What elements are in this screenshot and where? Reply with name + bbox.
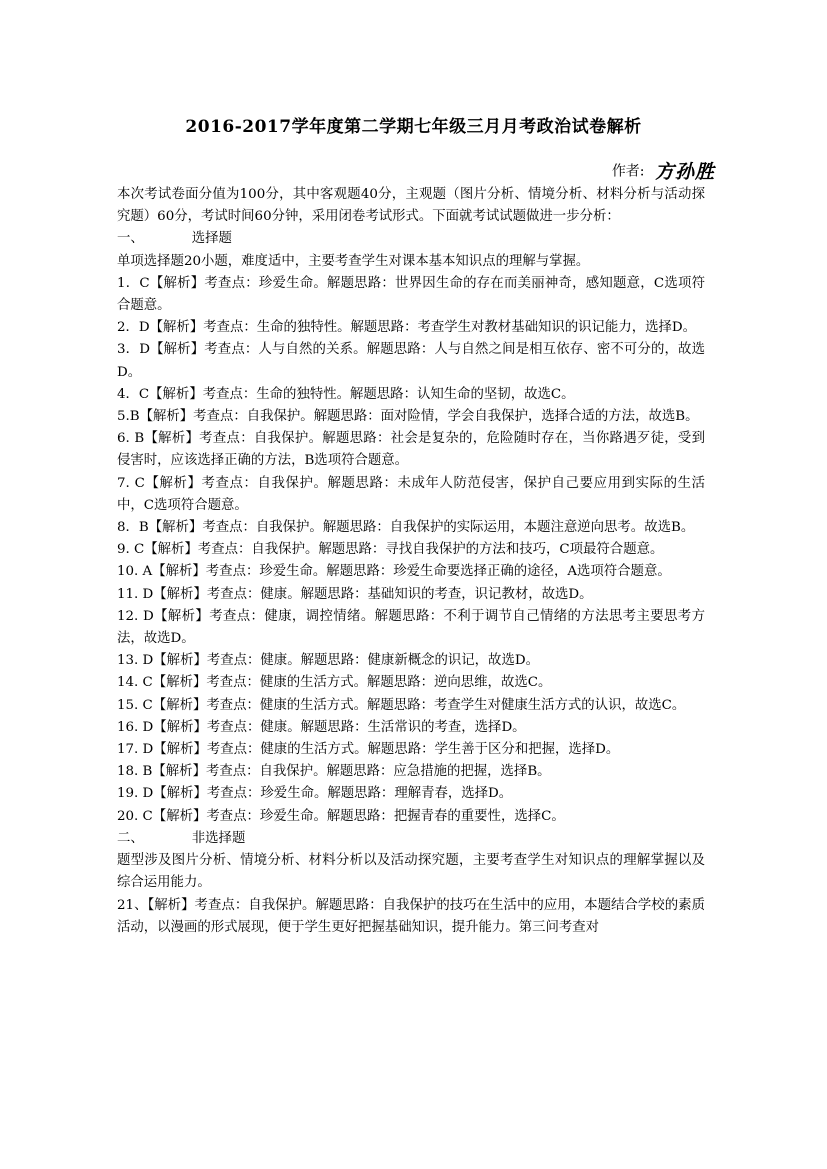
answer-item: 17. D【解析】考查点：健康的生活方式。解题思路：学生善于区分和把握，选择D。 [117, 742, 620, 758]
section-description: 题型涉及图片分析、情境分析、材料分析以及活动探究题，主要考查学生对知识点的理解掌握以及综合运用能力。 [117, 853, 705, 891]
answer-item: 20. C【解析】考查点：珍爱生命。解题思路：把握青春的重要性，选择C。 [117, 808, 565, 824]
answer-item: 13. D【解析】考查点：健康。解题思路：健康新概念的识记，故选D。 [117, 653, 539, 669]
section-description: 单项选择题20小题，难度适中，主要考查学生对课本基本知识点的理解与掌握。 [117, 253, 590, 269]
answer-item: 10. A【解析】考查点：珍爱生命。解题思路：珍爱生命要选择正确的途径，A选项符合题意。 [117, 564, 671, 580]
answer-item: 6. B【解析】考查点：自我保护。解题思路：社会是复杂的，危险随时存在，当你路遇歹徒，受到侵害时，应该选择正确的方法，B选项符合题意。 [117, 431, 705, 469]
section-number: 二、 [117, 830, 144, 846]
answer-item: 11. D【解析】考查点：健康。解题思路：基础知识的考查，识记教材，故选D。 [117, 586, 593, 602]
answer-item: 19. D【解析】考查点：珍爱生命。解题思路：理解青春，选择D。 [117, 786, 513, 802]
answer-item: 21、【解析】考查点：自我保护。解题思路：自我保护的技巧在生活中的应用，本题结合学校的素质活动，以漫画的形式展现，便于学生更好把握基础知识，提升能力。第三问考查对 [117, 897, 705, 935]
answer-item: 12. D【解析】考查点：健康，调控情绪。解题思路：不利于调节自己情绪的方法思考主要思考方法，故选D。 [117, 608, 705, 647]
intro-paragraph: 本次考试卷面分值为100分，其中客观题40分，主观题（图片分析、情境分析、材料分析与活动探究题）60分，考试时间60分钟，采用闭卷考试形式。下面就考试试题做进一步分析： [117, 187, 705, 225]
document-title: 2016-2017学年度第二学期七年级三月月考政治试卷解析 [185, 117, 642, 137]
answer-item: 14. C【解析】考查点：健康的生活方式。解题思路：逆向思维，故选C。 [117, 675, 552, 691]
answer-item: 7. C【解析】考查点：自我保护。解题思路：未成年人防范侵害，保护自己要应用到实际的生活中，C选项符合题意。 [117, 475, 705, 513]
answer-item: 16. D【解析】考查点：健康。解题思路：生活常识的考查，选择D。 [117, 719, 526, 735]
section-number: 一、 [117, 231, 144, 247]
answer-item: 9. C【解析】考查点：自我保护。解题思路：寻找自我保护的方法和技巧，C项最符合题意。 [117, 542, 664, 558]
answer-item: 1．C【解析】考查点：珍爱生命。解题思路：世界因生命的存在而美丽神奇，感知题意，C选项符合题意。 [117, 275, 705, 314]
answer-item: 8．B【解析】考查点：自我保护。解题思路：自我保护的实际运用，本题注意逆向思考。故选B。 [117, 520, 695, 536]
author-line [612, 157, 715, 184]
section-heading-1 [117, 228, 705, 250]
section-title: 选择题 [191, 231, 232, 247]
author-signature: 方孙胜 [654, 161, 715, 183]
answer-item: 15. C【解析】考查点：健康的生活方式。解题思路：考查学生对健康生活方式的认识，故选C。 [117, 697, 686, 713]
answer-item: 3．D【解析】考查点：人与自然的关系。解题思路：人与自然之间是相互依存、密不可分的，故选D。 [117, 342, 705, 380]
answer-item: 4．C【解析】考查点：生命的独特性。解题思路：认知生命的坚韧，故选C。 [117, 386, 575, 402]
answer-item: 18. B【解析】考查点：自我保护。解题思路：应急措施的把握，选择B。 [117, 764, 551, 780]
section-title: 非选择题 [191, 830, 246, 846]
document-body [117, 184, 705, 939]
section-heading-2 [117, 828, 705, 850]
author-label: 作者: [611, 163, 645, 180]
answer-item: 2．D【解析】考查点：生命的独特性。解题思路：考查学生对教材基础知识的识记能力，选择D。 [117, 320, 697, 336]
answer-item: 5.B【解析】考查点：自我保护。解题思路：面对险情，学会自我保护，选择合适的方法，故选B。 [117, 409, 699, 425]
